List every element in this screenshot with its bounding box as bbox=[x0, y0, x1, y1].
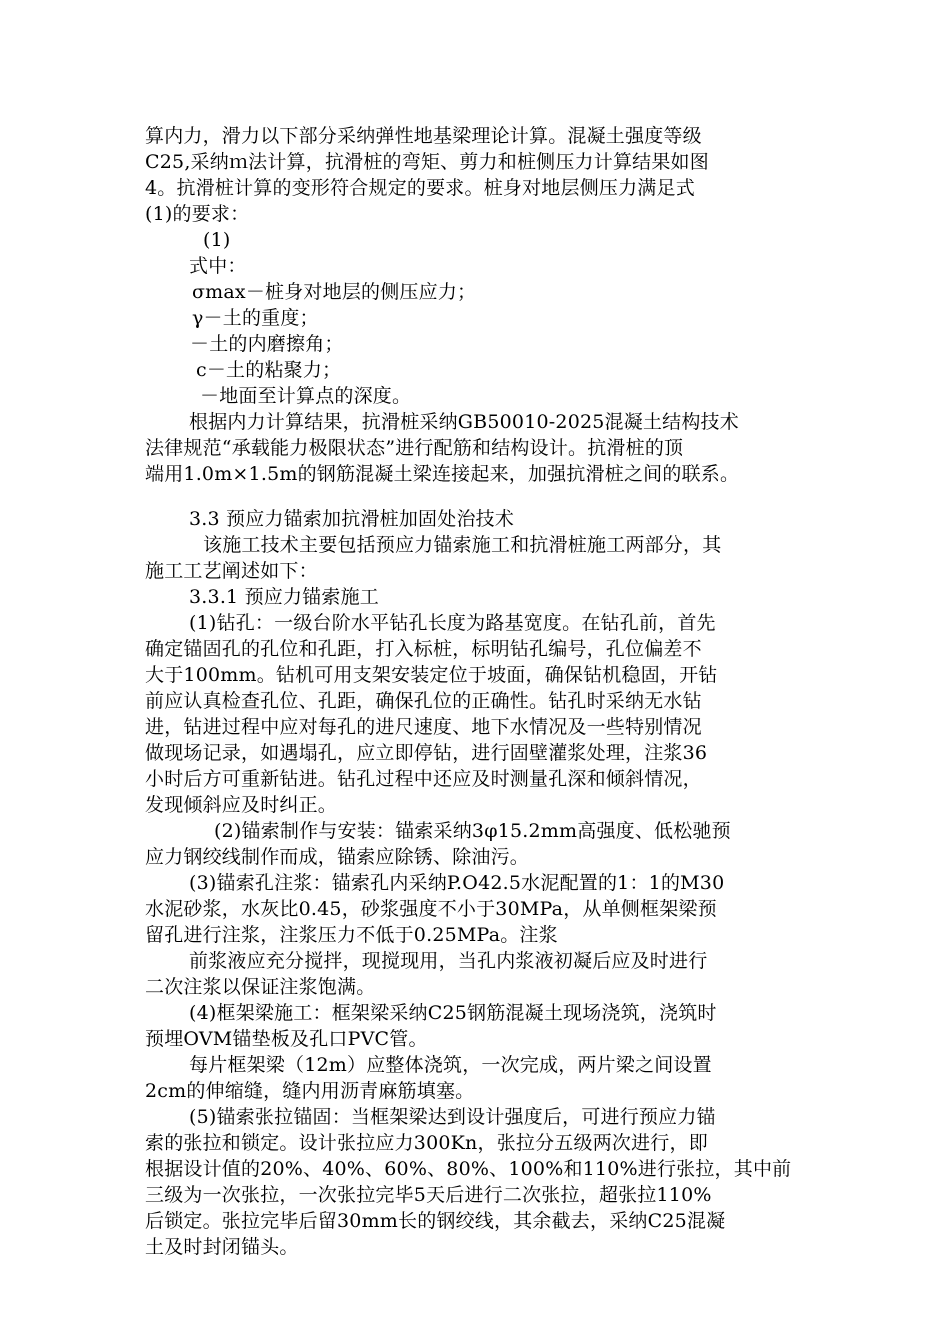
text-line: 大于100mm。钻机可用支架安装定位于坡面，确保钻机稳固，开钻 bbox=[145, 664, 718, 686]
text-line: －地面至计算点的深度。 bbox=[200, 385, 412, 407]
text-line: 三级为一次张拉，一次张拉完毕5天后进行二次张拉，超张拉110% bbox=[145, 1184, 712, 1206]
text-line: 土及时封闭锚头。 bbox=[145, 1236, 299, 1258]
text-line: 应力钢绞线制作而成，锚索应除锈、除油污。 bbox=[145, 846, 530, 868]
text-line: 做现场记录，如遇塌孔，应立即停钻，进行固壁灌浆处理，注浆36 bbox=[145, 742, 708, 764]
text-line: C25,采纳ｍ法计算，抗滑桩的弯矩、剪力和桩侧压力计算结果如图 bbox=[145, 151, 709, 173]
text-line: (2)锚索制作与安装：锚索采纳3φ15.2mm高强度、低松驰预 bbox=[214, 820, 731, 842]
text-line: c－土的粘聚力； bbox=[196, 359, 342, 381]
text-line: 前浆液应充分搅拌，现搅现用，当孔内浆液初凝后应及时进行 bbox=[189, 950, 708, 972]
text-line: 端用1.0m×1.5m的钢筋混凝土梁连接起来，加强抗滑桩之间的联系。 bbox=[145, 463, 740, 485]
text-line: 小时后方可重新钻进。钻孔过程中还应及时测量孔深和倾斜情况， bbox=[145, 768, 702, 790]
text-line: 发现倾斜应及时纠正。 bbox=[145, 794, 338, 816]
text-line: 根据内力计算结果，抗滑桩采纳GB50010-2025混凝土结构技术 bbox=[189, 411, 739, 433]
text-line: 该施工技术主要包括预应力锚索施工和抗滑桩施工两部分，其 bbox=[203, 534, 722, 556]
text-line: 算内力，滑力以下部分采纳弹性地基梁理论计算。混凝土强度等级 bbox=[145, 125, 702, 147]
text-line: (3)锚索孔注浆：锚索孔内采纳P.O42.5水泥配置的1：1的M30 bbox=[189, 872, 725, 894]
text-line: (5)锚索张拉锚固：当框架梁达到设计强度后，可进行预应力锚 bbox=[189, 1106, 716, 1128]
formula-number: (1) bbox=[203, 229, 231, 251]
text-line: 施工工艺阐述如下： bbox=[145, 560, 318, 582]
text-line: σmax－桩身对地层的侧压应力； bbox=[192, 281, 477, 303]
text-line: (1)钻孔：一级台阶水平钻孔长度为路基宽度。在钻孔前，首先 bbox=[189, 612, 716, 634]
text-line: 法律规范“承载能力极限状态”进行配筋和结构设计。抗滑桩的顶 bbox=[145, 437, 684, 459]
section-heading: 3.3 预应力锚索加抗滑桩加固处治技术 bbox=[189, 508, 515, 530]
text-line: (4)框架梁施工：框架梁采纳C25钢筋混凝土现场浇筑，浇筑时 bbox=[189, 1002, 717, 1024]
text-line: 前应认真检查孔位、孔距，确保孔位的正确性。钻孔时采纳无水钻 bbox=[145, 690, 702, 712]
text-line: 二次注浆以保证注浆饱满。 bbox=[145, 976, 376, 998]
text-line: 索的张拉和锁定。设计张拉应力300Kn，张拉分五级两次进行，即 bbox=[145, 1132, 708, 1154]
text-line: 确定锚固孔的孔位和孔距，打入标桩，标明钻孔编号，孔位偏差不 bbox=[145, 638, 702, 660]
text-line: (1)的要求： bbox=[145, 203, 250, 225]
text-line: 预埋OVM锚垫板及孔口PVC管。 bbox=[145, 1028, 428, 1050]
text-line: －土的内磨擦角； bbox=[190, 333, 344, 355]
text-line: 进，钻进过程中应对每孔的进尺速度、地下水情况及一些特别情况 bbox=[145, 716, 702, 738]
text-line: 水泥砂浆，水灰比0.45，砂浆强度不小于30MPa，从单侧框架梁预 bbox=[145, 898, 717, 920]
text-line: 2cm的伸缩缝，缝内用沥青麻筋填塞。 bbox=[145, 1080, 475, 1102]
text-line: 每片框架梁（12m）应整体浇筑，一次完成，两片梁之间设置 bbox=[189, 1054, 712, 1076]
subsection-heading: 3.3.1 预应力锚索施工 bbox=[189, 586, 379, 608]
text-line: 4。抗滑桩计算的变形符合规定的要求。桩身对地层侧压力满足式 bbox=[145, 177, 695, 199]
text-line: 式中： bbox=[189, 255, 247, 277]
text-line: 留孔进行注浆，注浆压力不低于0.25MPa。注浆 bbox=[145, 924, 558, 946]
text-line: 根据设计值的20%、40%、60%、80%、100%和110%进行张拉，其中前 bbox=[145, 1158, 792, 1180]
text-line: γ－土的重度； bbox=[192, 307, 319, 329]
text-line: 后锁定。张拉完毕后留30mm长的钢绞线，其余截去，采纳C25混凝 bbox=[145, 1210, 726, 1232]
